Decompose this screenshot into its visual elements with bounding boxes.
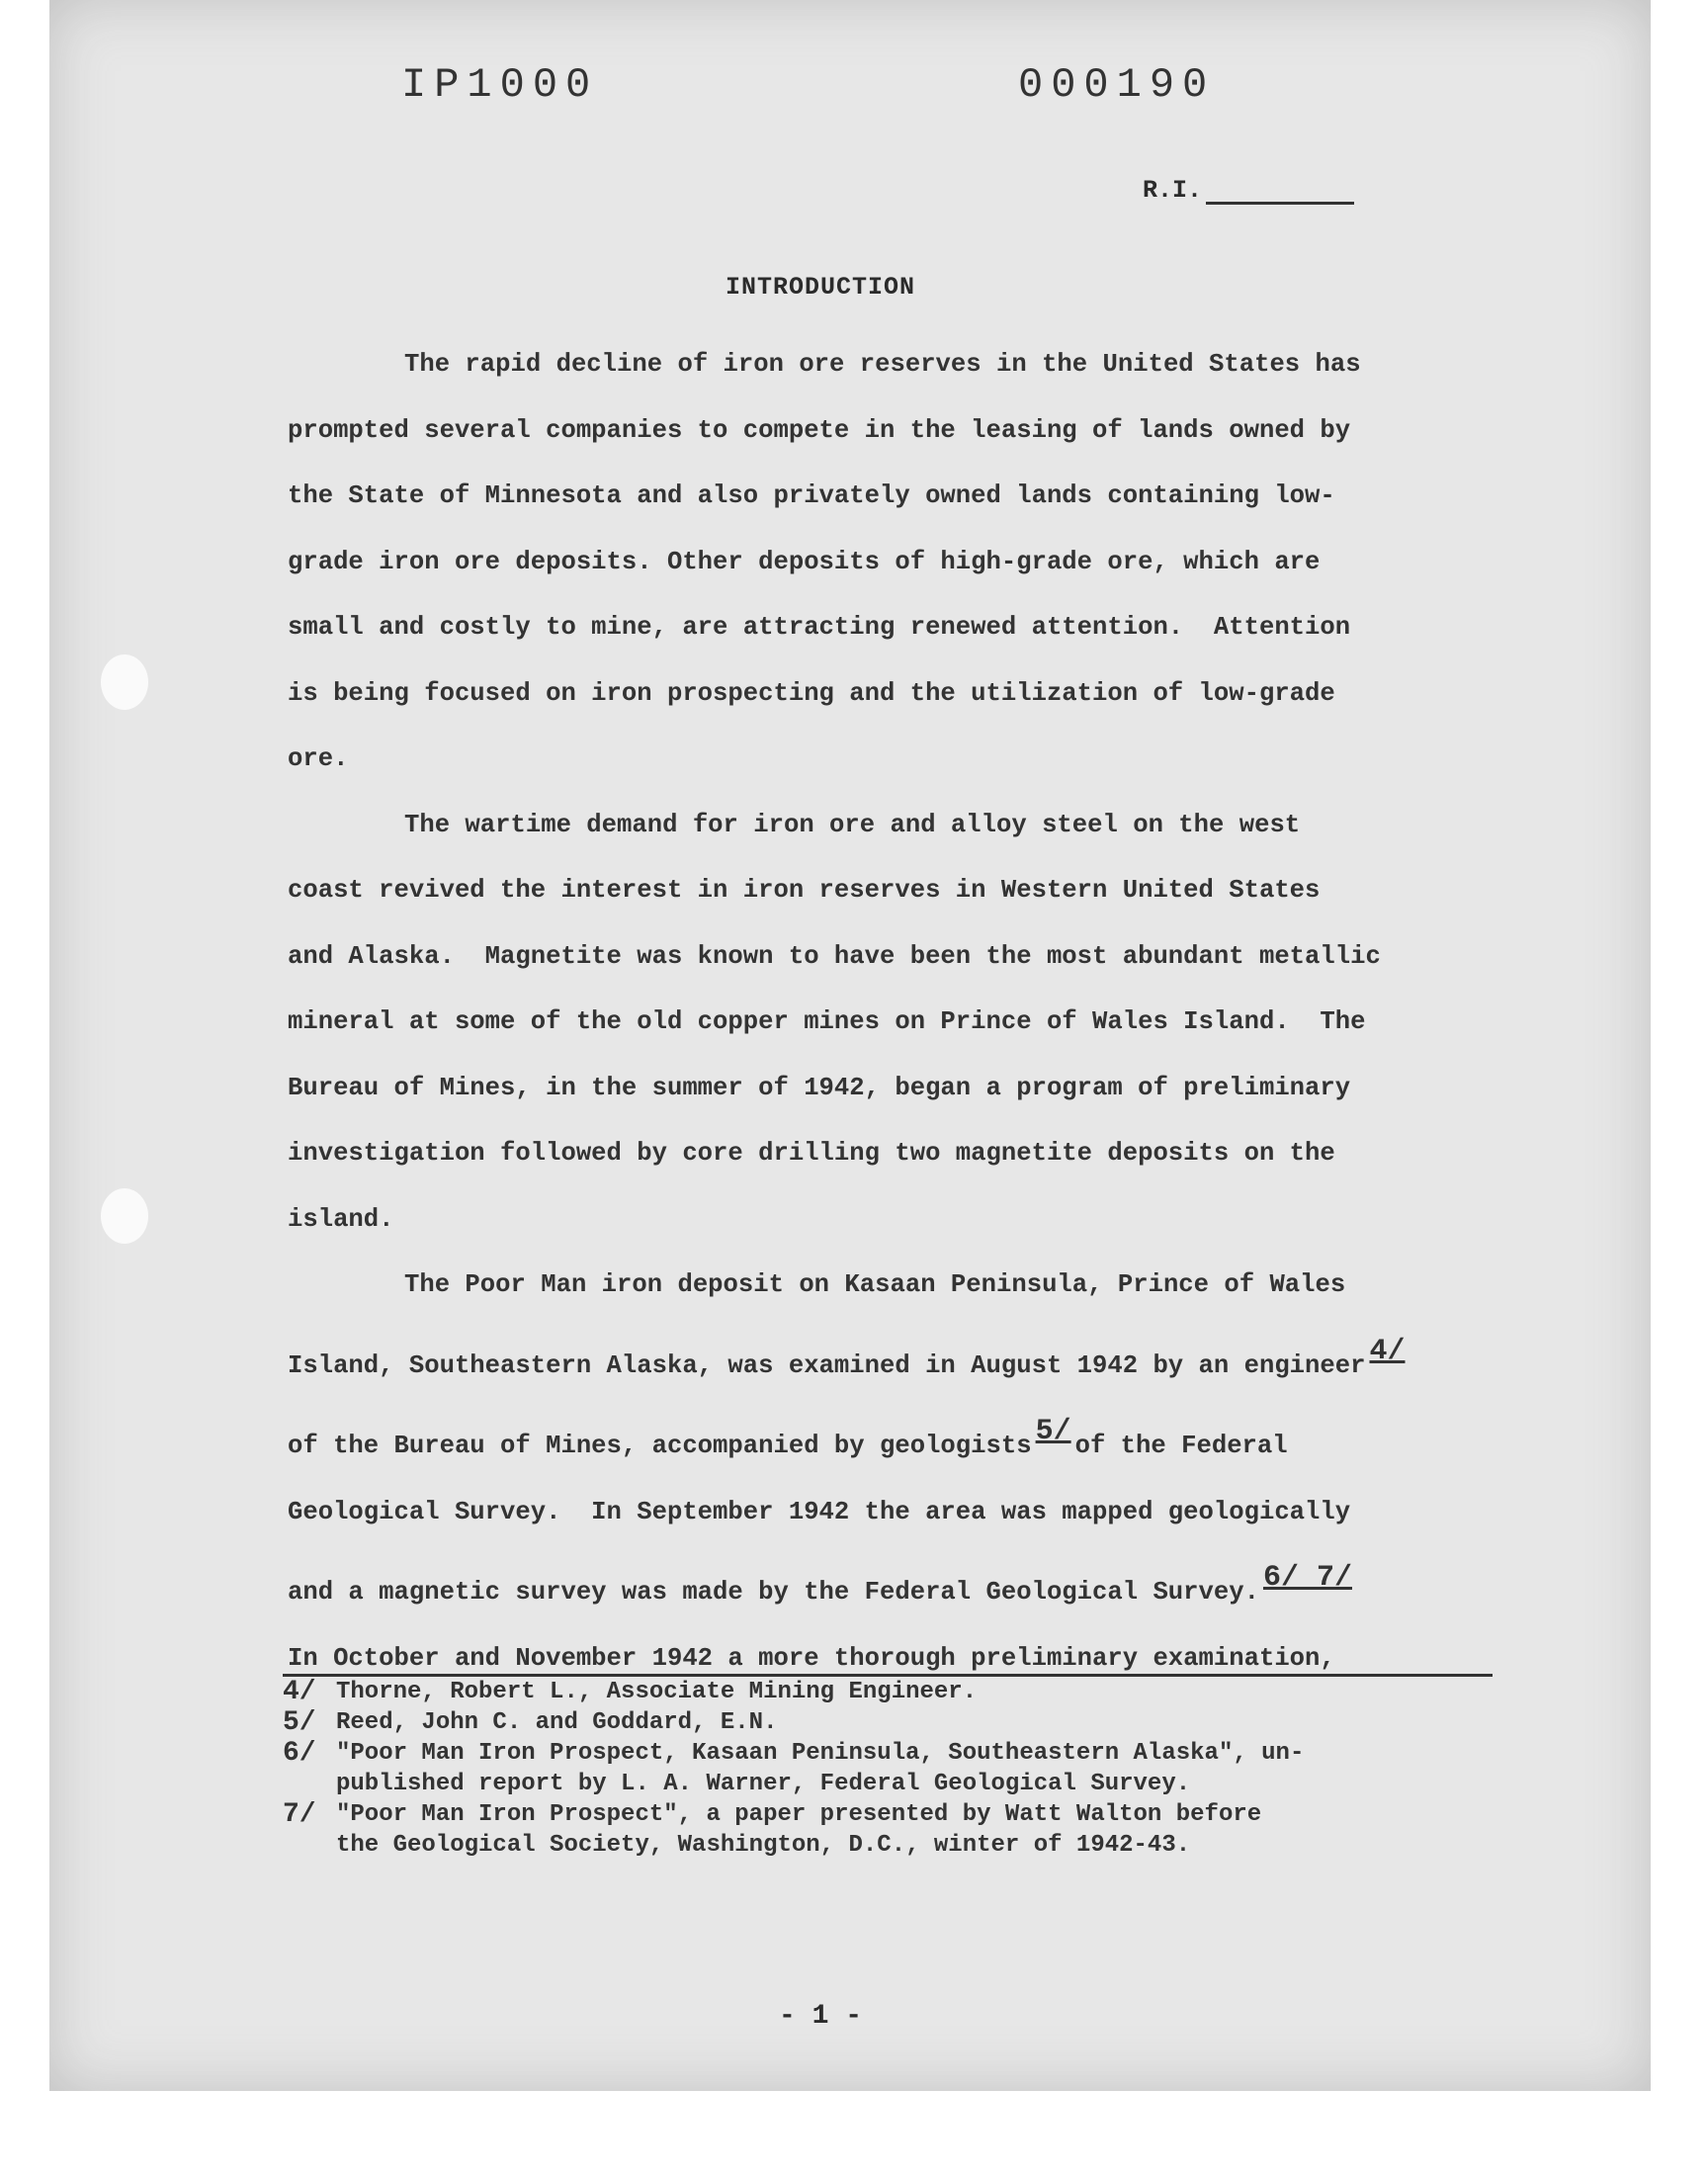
text-line — [288, 1545, 1484, 1626]
footnote-7 — [283, 1799, 1508, 1861]
text-line: grade iron ore deposits. Other deposits of high-grade ore, which are — [288, 547, 1321, 576]
text-line: small and costly to mine, are attracting renewed attention. Attention — [288, 613, 1351, 642]
text-line: In October and November 1942 a more thorough preliminary examination, — [288, 1643, 1335, 1673]
footnote-text: Thorne, Robert L., Associate Mining Engineer. — [336, 1679, 978, 1705]
footnote-ref-4: 4/ — [1369, 1334, 1406, 1368]
punch-hole-top — [101, 654, 148, 710]
text-line: investigation followed by core drilling two magnetite deposits on the — [288, 1139, 1335, 1168]
section-heading: INTRODUCTION — [725, 273, 916, 302]
text-line: The rapid decline of iron ore reserves in the United States has — [404, 350, 1361, 379]
text-segment: and a magnetic survey was made by the Federal Geological Survey. — [288, 1578, 1259, 1607]
text-line: Bureau of Mines, in the summer of 1942, began a program of preliminary — [288, 1073, 1351, 1102]
text-line: is being focused on iron prospecting and the utilization of low-grade — [288, 678, 1335, 708]
text-segment: of the Bureau of Mines, accompanied by geologists — [288, 1432, 1032, 1460]
text-line: The wartime demand for iron ore and alloy steel on the west — [404, 810, 1301, 839]
footnote-4 — [283, 1677, 1508, 1707]
text-line — [288, 1319, 1484, 1400]
footnote-5 — [283, 1707, 1508, 1738]
punch-hole-bottom — [101, 1188, 148, 1244]
report-number-field — [1143, 176, 1354, 205]
footnote-mark: 5/ — [283, 1707, 316, 1738]
footnote-text: "Poor Man Iron Prospect", a paper presented by Watt Walton before — [336, 1801, 1262, 1828]
text-line: the State of Minnesota and also privately owned lands containing low- — [288, 481, 1335, 510]
footnote-mark: 7/ — [283, 1799, 316, 1830]
footnote-text: published report by L. A. Warner, Federal Geological Survey. — [336, 1771, 1191, 1797]
footnote-text: the Geological Society, Washington, D.C., winter of 1942-43. — [336, 1832, 1191, 1859]
footnotes — [283, 1677, 1508, 1861]
ri-blank-line — [1206, 178, 1354, 205]
text-line: The Poor Man iron deposit on Kasaan Peninsula, Prince of Wales — [404, 1270, 1346, 1299]
footnote-text: "Poor Man Iron Prospect, Kasaan Peninsula, Southeastern Alaska", un- — [336, 1740, 1305, 1767]
text-line: island. — [288, 1204, 394, 1234]
paragraph-1 — [288, 332, 1484, 793]
paragraph-2 — [288, 793, 1484, 1254]
text-line: ore. — [288, 744, 349, 773]
text-line: mineral at some of the old copper mines on Prince of Wales Island. The — [288, 1007, 1366, 1036]
text-line: and Alaska. Magnetite was known to have been the most abundant metallic — [288, 941, 1381, 971]
stamp-number-right: 000190 — [1018, 61, 1216, 109]
footnote-ref-5: 5/ — [1035, 1415, 1071, 1448]
footnote-ref-6-7: 6/ 7/ — [1262, 1561, 1352, 1595]
stamp-number-left: IP1000 — [401, 61, 599, 109]
body-text — [288, 332, 1484, 1692]
text-line: coast revived the interest in iron reserves in Western United States — [288, 876, 1321, 905]
text-line — [288, 1399, 1484, 1480]
page-number: - 1 - — [778, 2001, 862, 2032]
paragraph-3 — [288, 1253, 1484, 1692]
ri-label: R.I. — [1143, 176, 1203, 205]
footnote-mark: 4/ — [283, 1677, 316, 1707]
text-segment: Island, Southeastern Alaska, was examined in August 1942 by an engineer — [288, 1350, 1366, 1380]
text-line: prompted several companies to compete in the leasing of lands owned by — [288, 415, 1351, 445]
footnote-text: Reed, John C. and Goddard, E.N. — [336, 1709, 778, 1736]
footnote-6 — [283, 1738, 1508, 1799]
text-segment: of the Federal — [1074, 1432, 1288, 1460]
text-line: Geological Survey. In September 1942 the area was mapped geologically — [288, 1497, 1351, 1526]
footnote-mark: 6/ — [283, 1738, 316, 1769]
